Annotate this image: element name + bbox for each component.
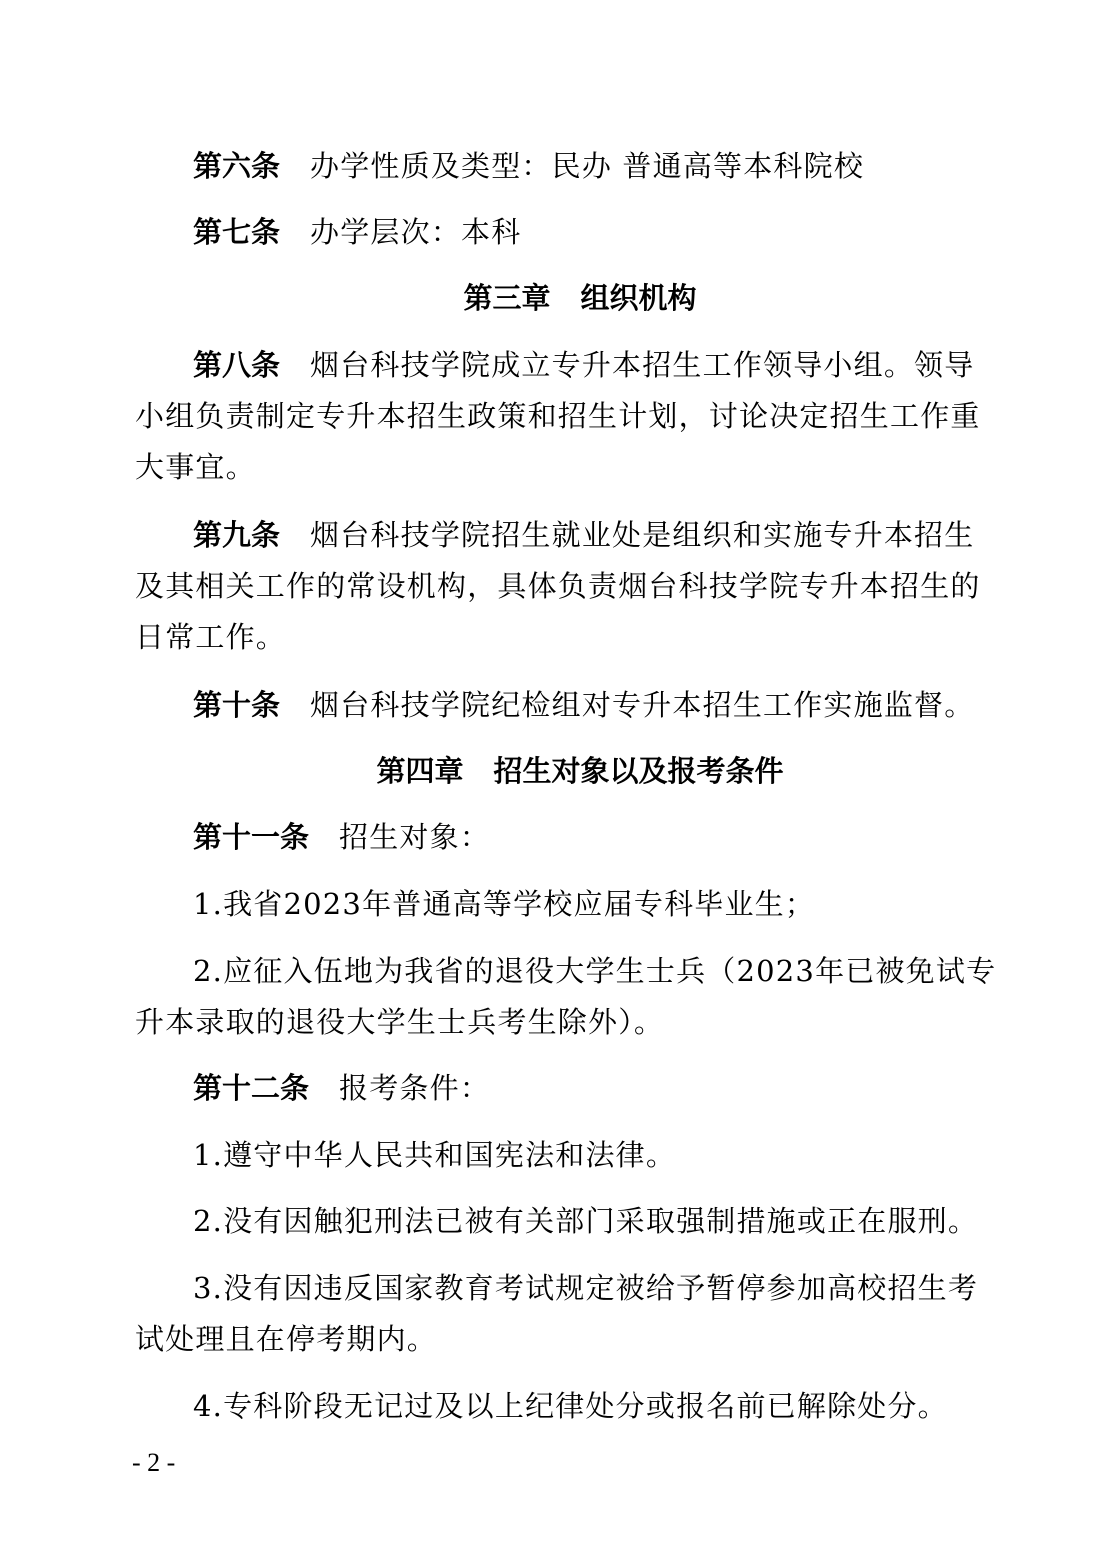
article-text: 烟台科技学院招生就业处是组织和实施专升本招生 — [310, 518, 975, 552]
chapter-number: 第四章 — [376, 754, 464, 788]
chapter-number: 第三章 — [463, 281, 551, 315]
article-label: 第八条 — [193, 348, 281, 382]
article-11-item-2-line-1: 2.应征入伍地为我省的退役大学生士兵（2023年已被免试专 — [193, 954, 997, 988]
article-label: 第十二条 — [193, 1071, 310, 1105]
chapter-title: 招生对象以及报考条件 — [493, 754, 784, 788]
article-text: 办学层次：本科 — [310, 215, 522, 249]
chapter-title: 组织机构 — [580, 281, 697, 315]
article-12-item-4: 4.专科阶段无记过及以上纪律处分或报名前已解除处分。 — [193, 1389, 948, 1423]
article-label: 第九条 — [193, 518, 281, 552]
article-12-item-3-line-2: 试处理且在停考期内。 — [135, 1322, 438, 1356]
article-11-item-1: 1.我省2023年普通高等学校应届专科毕业生； — [193, 887, 816, 921]
article-7 — [193, 214, 967, 250]
article-8-line-3: 大事宜。 — [135, 450, 256, 484]
article-9-line-1 — [193, 517, 975, 553]
article-12-item-2: 2.没有因触犯刑法已被有关部门采取强制措施或正在服刑。 — [193, 1204, 979, 1238]
article-11 — [193, 819, 967, 855]
article-text: 招生对象： — [339, 820, 491, 854]
article-12 — [193, 1070, 967, 1106]
article-9-line-2: 及其相关工作的常设机构，具体负责烟台科技学院专升本招生的 — [135, 569, 981, 603]
article-label: 第十条 — [193, 688, 281, 722]
article-8-line-2: 小组负责制定专升本招生政策和招生计划，讨论决定招生工作重 — [135, 399, 981, 433]
article-12-item-1: 1.遵守中华人民共和国宪法和法律。 — [193, 1138, 677, 1172]
article-text: 办学性质及类型：民办 普通高等本科院校 — [310, 149, 865, 183]
article-text: 报考条件： — [339, 1071, 491, 1105]
article-text: 烟台科技学院成立专升本招生工作领导小组。领导 — [310, 348, 975, 382]
chapter-heading-4 — [0, 753, 1102, 789]
article-label: 第六条 — [193, 149, 281, 183]
article-label: 第七条 — [193, 215, 281, 249]
article-12-item-3-line-1: 3.没有因违反国家教育考试规定被给予暂停参加高校招生考 — [193, 1271, 979, 1305]
article-8-line-1 — [193, 347, 975, 383]
chapter-heading-3 — [0, 280, 1102, 316]
article-9-line-3: 日常工作。 — [135, 620, 287, 654]
article-6 — [193, 148, 967, 184]
article-11-item-2-line-2: 升本录取的退役大学生士兵考生除外）。 — [135, 1005, 665, 1039]
article-10 — [193, 687, 975, 723]
page-number: - 2 - — [132, 1448, 176, 1477]
article-text: 烟台科技学院纪检组对专升本招生工作实施监督。 — [310, 688, 975, 722]
article-label: 第十一条 — [193, 820, 310, 854]
